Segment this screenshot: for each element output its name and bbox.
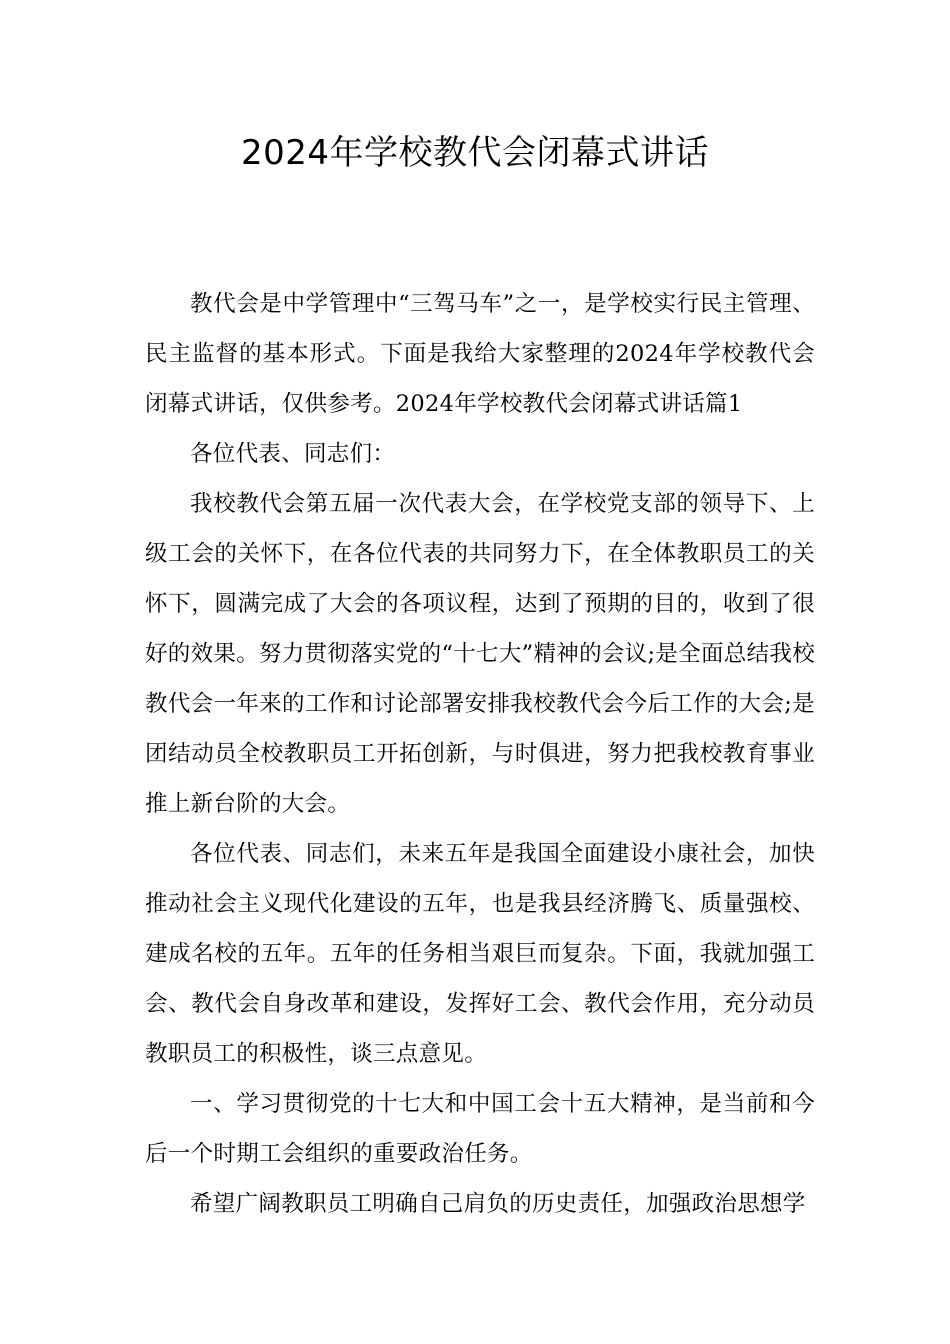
paragraph-hope: 希望广阔教职员工明确自己肩负的历史责任，加强政治思想学 [190,1191,806,1217]
paragraph-five-years: 各位代表、同志们，未来五年是我国全面建设小康社会，加快推动社会主义现代化建设的五年，也是我县经济腾飞、质量强校、建成名校的五年。五年的任务相当艰巨而复杂。下面，我就加强工会、教代会自身改革和建设，发挥好工会、教代会作用，充分动员教职员工的积极性，谈三点意见。 [145,841,815,1067]
document-body [145,279,815,1229]
paragraph-salutation: 各位代表、同志们： [190,441,396,467]
paragraph-congress-summary: 我校教代会第五届一次代表大会，在学校党支部的领导下、上级工会的关怀下，在各位代表的共同努力下，在全体教职员工的关怀下，圆满完成了大会的各项议程，达到了预期的目的，收到了很好的效果。努力贯彻落实党的“十七大”精神的会议;是全面总结我校教代会一年来的工作和讨论部署安排我校教代会今后工作的大会;是团结动员全校教职员工开拓创新，与时俱进，努力把我校教育事业推上新台阶的大会。 [145,491,815,817]
paragraph-intro: 教代会是中学管理中“三驾马车”之一，是学校实行民主管理、民主监督的基本形式。下面是我给大家整理的2024年学校教代会闭幕式讲话，仅供参考。2024年学校教代会闭幕式讲话篇1 [145,291,815,417]
document-title: 2024年学校教代会闭幕式讲话 [240,133,710,173]
paragraph-point-one: 一、学习贯彻党的十七大和中国工会十五大精神，是当前和今后一个时期工会组织的重要政治任务。 [145,1091,815,1167]
